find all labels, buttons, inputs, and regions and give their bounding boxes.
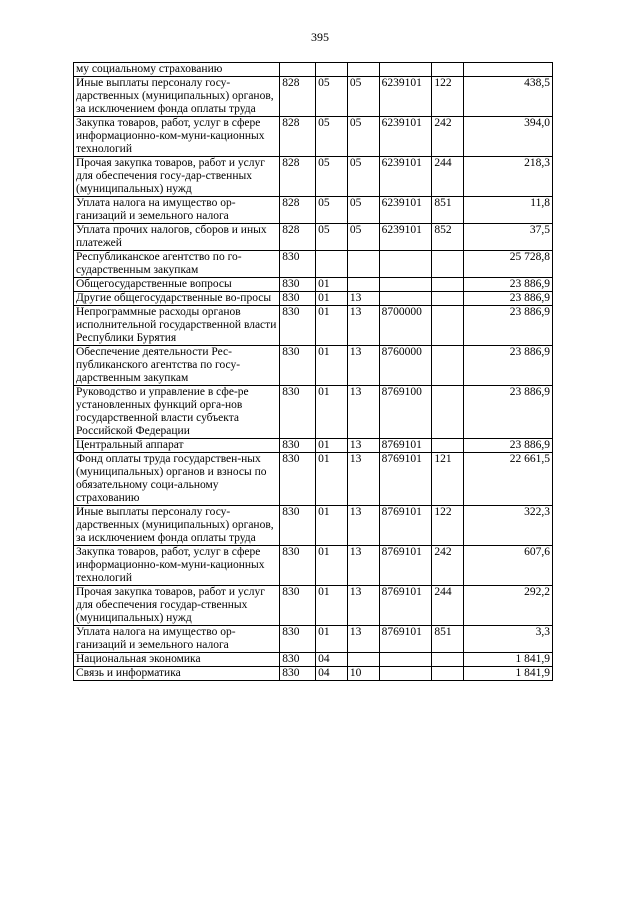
ministry-code-cell: 830 bbox=[280, 346, 316, 386]
table-row bbox=[74, 386, 553, 439]
row-name-cell: Республиканское агентство по го-сударственным закупкам bbox=[74, 251, 280, 278]
subsection-code-cell: 05 bbox=[347, 77, 379, 117]
section-code-cell: 01 bbox=[316, 439, 348, 453]
subsection-code-cell: 05 bbox=[347, 197, 379, 224]
table-row bbox=[74, 586, 553, 626]
ministry-code-cell: 830 bbox=[280, 626, 316, 653]
row-name-cell: Прочая закупка товаров, работ и услуг для обеспечения государ-ственных (муниципальных) нужд bbox=[74, 586, 280, 626]
ministry-code-cell: 830 bbox=[280, 439, 316, 453]
expense-type-cell bbox=[432, 667, 464, 681]
section-code-cell: 01 bbox=[316, 626, 348, 653]
subsection-code-cell: 13 bbox=[347, 292, 379, 306]
amount-cell: 37,5 bbox=[464, 224, 553, 251]
section-code-cell: 04 bbox=[316, 653, 348, 667]
table-row bbox=[74, 278, 553, 292]
expense-type-cell: 851 bbox=[432, 197, 464, 224]
amount-cell: 25 728,8 bbox=[464, 251, 553, 278]
expense-type-cell: 244 bbox=[432, 157, 464, 197]
section-code-cell: 01 bbox=[316, 278, 348, 292]
row-name-cell: Руководство и управление в сфе-ре установленных функций орга-нов государственной власти субъекта Российской Федерации bbox=[74, 386, 280, 439]
amount-cell: 23 886,9 bbox=[464, 439, 553, 453]
expense-type-cell: 242 bbox=[432, 117, 464, 157]
subsection-code-cell: 13 bbox=[347, 586, 379, 626]
target-article-cell: 6239101 bbox=[379, 77, 432, 117]
target-article-cell: 8700000 bbox=[379, 306, 432, 346]
table-row bbox=[74, 63, 553, 77]
ministry-code-cell bbox=[280, 63, 316, 77]
amount-cell: 218,3 bbox=[464, 157, 553, 197]
amount-cell: 322,3 bbox=[464, 506, 553, 546]
expense-type-cell bbox=[432, 251, 464, 278]
target-article-cell: 8769101 bbox=[379, 586, 432, 626]
expense-type-cell bbox=[432, 653, 464, 667]
ministry-code-cell: 830 bbox=[280, 453, 316, 506]
subsection-code-cell: 13 bbox=[347, 453, 379, 506]
target-article-cell: 6239101 bbox=[379, 157, 432, 197]
row-name-cell: Иные выплаты персоналу госу-дарственных (муниципальных) органов, за исключением фонда оплаты труда bbox=[74, 506, 280, 546]
target-article-cell: 6239101 bbox=[379, 197, 432, 224]
table-row bbox=[74, 197, 553, 224]
subsection-code-cell: 13 bbox=[347, 346, 379, 386]
table-row bbox=[74, 439, 553, 453]
ministry-code-cell: 830 bbox=[280, 306, 316, 346]
table-row bbox=[74, 224, 553, 251]
ministry-code-cell: 830 bbox=[280, 386, 316, 439]
expense-type-cell bbox=[432, 278, 464, 292]
row-name-cell: Непрограммные расходы органов исполнительной государственной власти Республики Бурятия bbox=[74, 306, 280, 346]
subsection-code-cell bbox=[347, 251, 379, 278]
section-code-cell: 01 bbox=[316, 386, 348, 439]
section-code-cell: 01 bbox=[316, 346, 348, 386]
ministry-code-cell: 830 bbox=[280, 586, 316, 626]
subsection-code-cell: 05 bbox=[347, 157, 379, 197]
target-article-cell bbox=[379, 278, 432, 292]
subsection-code-cell: 13 bbox=[347, 546, 379, 586]
ministry-code-cell: 830 bbox=[280, 667, 316, 681]
row-name-cell: Уплата прочих налогов, сборов и иных платежей bbox=[74, 224, 280, 251]
table-row bbox=[74, 653, 553, 667]
row-name-cell: Общегосударственные вопросы bbox=[74, 278, 280, 292]
amount-cell: 23 886,9 bbox=[464, 346, 553, 386]
table-row bbox=[74, 667, 553, 681]
ministry-code-cell: 828 bbox=[280, 197, 316, 224]
target-article-cell bbox=[379, 292, 432, 306]
expense-type-cell: 122 bbox=[432, 506, 464, 546]
section-code-cell: 05 bbox=[316, 224, 348, 251]
target-article-cell: 8760000 bbox=[379, 346, 432, 386]
ministry-code-cell: 830 bbox=[280, 653, 316, 667]
ministry-code-cell: 830 bbox=[280, 546, 316, 586]
subsection-code-cell bbox=[347, 653, 379, 667]
ministry-code-cell: 828 bbox=[280, 157, 316, 197]
target-article-cell bbox=[379, 251, 432, 278]
target-article-cell bbox=[379, 653, 432, 667]
target-article-cell: 6239101 bbox=[379, 224, 432, 251]
row-name-cell: Связь и информатика bbox=[74, 667, 280, 681]
row-name-cell: Фонд оплаты труда государствен-ных (муниципальных) органов и взносы по обязательному соци-альному страхованию bbox=[74, 453, 280, 506]
row-name-cell: Центральный аппарат bbox=[74, 439, 280, 453]
subsection-code-cell bbox=[347, 63, 379, 77]
section-code-cell: 01 bbox=[316, 292, 348, 306]
expense-type-cell: 852 bbox=[432, 224, 464, 251]
amount-cell: 23 886,9 bbox=[464, 292, 553, 306]
row-name-cell: Другие общегосударственные во-просы bbox=[74, 292, 280, 306]
row-name-cell: Уплата налога на имущество ор-ганизаций и земельного налога bbox=[74, 626, 280, 653]
section-code-cell: 01 bbox=[316, 506, 348, 546]
expense-type-cell: 121 bbox=[432, 453, 464, 506]
ministry-code-cell: 830 bbox=[280, 506, 316, 546]
amount-cell: 1 841,9 bbox=[464, 667, 553, 681]
section-code-cell: 01 bbox=[316, 546, 348, 586]
expense-type-cell: 242 bbox=[432, 546, 464, 586]
subsection-code-cell: 13 bbox=[347, 386, 379, 439]
row-name-cell: Прочая закупка товаров, работ и услуг для обеспечения госу-дар-ственных (муниципальных) нужд bbox=[74, 157, 280, 197]
table-row bbox=[74, 157, 553, 197]
subsection-code-cell bbox=[347, 278, 379, 292]
section-code-cell bbox=[316, 251, 348, 278]
section-code-cell: 01 bbox=[316, 586, 348, 626]
budget-table-body bbox=[74, 63, 553, 681]
subsection-code-cell: 13 bbox=[347, 439, 379, 453]
expense-type-cell bbox=[432, 439, 464, 453]
row-name-cell: Уплата налога на имущество ор-ганизаций и земельного налога bbox=[74, 197, 280, 224]
subsection-code-cell: 05 bbox=[347, 117, 379, 157]
section-code-cell: 04 bbox=[316, 667, 348, 681]
row-name-cell: Закупка товаров, работ, услуг в сфере информационно-ком-муни-кационных технологий bbox=[74, 546, 280, 586]
expense-type-cell: 122 bbox=[432, 77, 464, 117]
table-row bbox=[74, 346, 553, 386]
page-number: 395 bbox=[311, 30, 329, 44]
ministry-code-cell: 830 bbox=[280, 251, 316, 278]
target-article-cell: 8769100 bbox=[379, 386, 432, 439]
table-row bbox=[74, 453, 553, 506]
expense-type-cell bbox=[432, 292, 464, 306]
subsection-code-cell: 05 bbox=[347, 224, 379, 251]
section-code-cell: 01 bbox=[316, 453, 348, 506]
subsection-code-cell: 13 bbox=[347, 626, 379, 653]
table-row bbox=[74, 506, 553, 546]
amount-cell: 1 841,9 bbox=[464, 653, 553, 667]
expense-type-cell: 851 bbox=[432, 626, 464, 653]
target-article-cell: 8769101 bbox=[379, 439, 432, 453]
amount-cell: 23 886,9 bbox=[464, 278, 553, 292]
target-article-cell: 8769101 bbox=[379, 506, 432, 546]
target-article-cell bbox=[379, 667, 432, 681]
section-code-cell: 05 bbox=[316, 117, 348, 157]
target-article-cell: 8769101 bbox=[379, 626, 432, 653]
ministry-code-cell: 828 bbox=[280, 224, 316, 251]
row-name-cell: Иные выплаты персоналу госу-дарственных (муниципальных) органов, за исключением фонда оплаты труда bbox=[74, 77, 280, 117]
row-name-cell: Обеспечение деятельности Рес-публиканского агентства по госу-дарственным закупкам bbox=[74, 346, 280, 386]
expense-type-cell bbox=[432, 306, 464, 346]
expense-type-cell bbox=[432, 63, 464, 77]
ministry-code-cell: 828 bbox=[280, 77, 316, 117]
table-row bbox=[74, 306, 553, 346]
amount-cell: 23 886,9 bbox=[464, 306, 553, 346]
target-article-cell bbox=[379, 63, 432, 77]
section-code-cell: 05 bbox=[316, 77, 348, 117]
table-row bbox=[74, 77, 553, 117]
table-row bbox=[74, 546, 553, 586]
ministry-code-cell: 828 bbox=[280, 117, 316, 157]
ministry-code-cell: 830 bbox=[280, 278, 316, 292]
amount-cell: 3,3 bbox=[464, 626, 553, 653]
expense-type-cell bbox=[432, 346, 464, 386]
section-code-cell: 01 bbox=[316, 306, 348, 346]
table-row bbox=[74, 292, 553, 306]
table-row bbox=[74, 117, 553, 157]
section-code-cell bbox=[316, 63, 348, 77]
ministry-code-cell: 830 bbox=[280, 292, 316, 306]
section-code-cell: 05 bbox=[316, 157, 348, 197]
subsection-code-cell: 10 bbox=[347, 667, 379, 681]
amount-cell bbox=[464, 63, 553, 77]
subsection-code-cell: 13 bbox=[347, 506, 379, 546]
budget-table bbox=[73, 62, 553, 681]
amount-cell: 394,0 bbox=[464, 117, 553, 157]
amount-cell: 23 886,9 bbox=[464, 386, 553, 439]
target-article-cell: 6239101 bbox=[379, 117, 432, 157]
amount-cell: 22 661,5 bbox=[464, 453, 553, 506]
expense-type-cell bbox=[432, 386, 464, 439]
amount-cell: 607,6 bbox=[464, 546, 553, 586]
table-row bbox=[74, 251, 553, 278]
row-name-cell: му социальному страхованию bbox=[74, 63, 280, 77]
section-code-cell: 05 bbox=[316, 197, 348, 224]
amount-cell: 292,2 bbox=[464, 586, 553, 626]
target-article-cell: 8769101 bbox=[379, 453, 432, 506]
amount-cell: 438,5 bbox=[464, 77, 553, 117]
target-article-cell: 8769101 bbox=[379, 546, 432, 586]
row-name-cell: Национальная экономика bbox=[74, 653, 280, 667]
row-name-cell: Закупка товаров, работ, услуг в сфере информационно-ком-муни-кационных технологий bbox=[74, 117, 280, 157]
table-row bbox=[74, 626, 553, 653]
amount-cell: 11,8 bbox=[464, 197, 553, 224]
subsection-code-cell: 13 bbox=[347, 306, 379, 346]
expense-type-cell: 244 bbox=[432, 586, 464, 626]
